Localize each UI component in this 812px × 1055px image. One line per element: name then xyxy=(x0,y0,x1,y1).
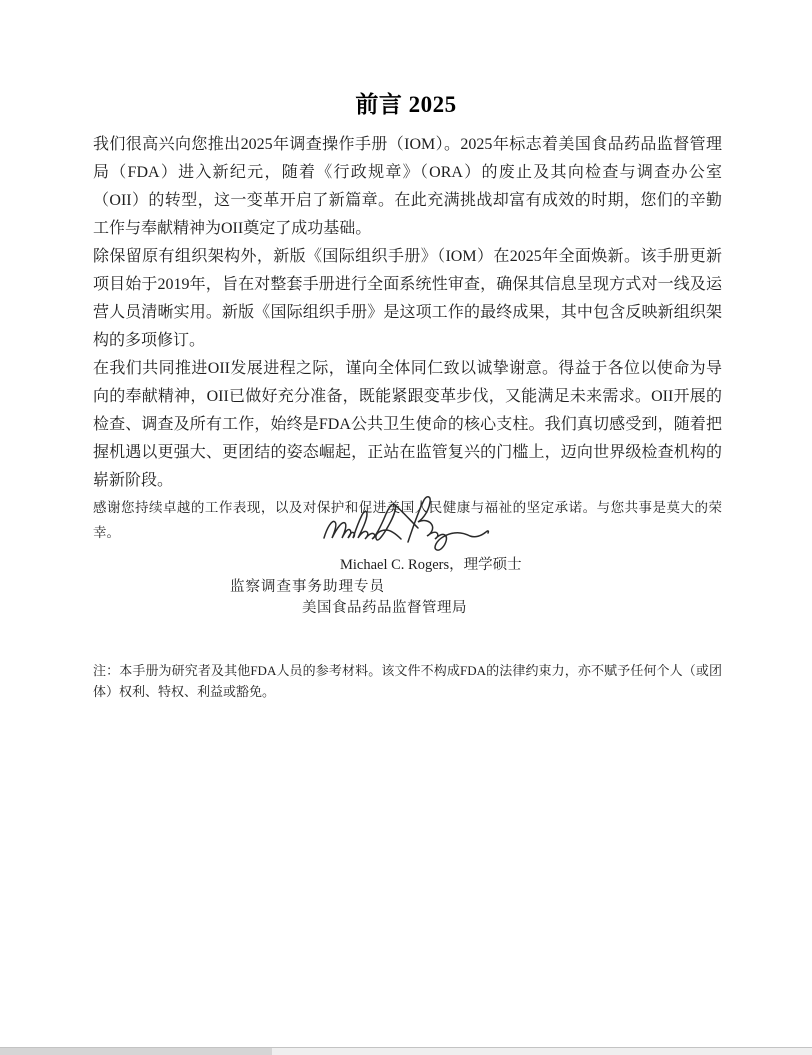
paragraph-thanks: 在我们共同推进OII发展进程之际，谨向全体同仁致以诚挚谢意。得益于各位以使命为导向的奉献精神，OII已做好充分准备，既能紧跟变革步伐，又能满足未来需求。OII开展的检查、调查及所有工作，始终是FDA公共卫生使命的核心支柱。我们真切感受到，随着把握机遇以更强大、更团结的姿态崛起，正站在监管复兴的门槛上，迈向世界级检查机构的崭新阶段。 xyxy=(93,360,722,489)
document-body xyxy=(93,131,722,545)
closing-remark: 感谢您持续卓越的工作表现，以及对保护和促进美国人民健康与福祉的坚定承诺。与您共事是莫大的荣幸。 xyxy=(93,500,722,540)
page-title: 前言 2025 xyxy=(355,92,457,117)
horizontal-scrollbar-thumb[interactable] xyxy=(0,1048,272,1055)
disclaimer-footnote: 注：本手册为研究者及其他FDA人员的参考材料。该文件不构成FDA的法律约束力，亦不赋予任何个人（或团体）权利、特权、利益或豁免。 xyxy=(93,663,722,699)
signatory-name: Michael C. Rogers，理学硕士 xyxy=(340,557,522,573)
signatory-organization: 美国食品药品监督管理局 xyxy=(302,600,467,616)
horizontal-scrollbar[interactable] xyxy=(0,1047,812,1055)
paragraph-manual-update: 除保留原有组织架构外，新版《国际组织手册》（IOM）在2025年全面焕新。该手册更新项目始于2019年，旨在对整套手册进行全面系统性审查，确保其信息呈现方式对一线及运营人员清晰实用。新版《国际组织手册》是这项工作的最终成果，其中包含反映新组织架构的多项修订。 xyxy=(93,248,722,349)
handwritten-signature-image xyxy=(320,491,496,553)
paragraph-intro: 我们很高兴向您推出2025年调查操作手册（IOM）。2025年标志着美国食品药品监督管理局（FDA）进入新纪元，随着《行政规章》（ORA）的废止及其向检查与调查办公室（OII）的转型，这一变革开启了新篇章。在此充满挑战却富有成效的时期，您们的辛勤工作与奉献精神为OII奠定了成功基础。 xyxy=(93,136,722,237)
signatory-title: 监察调查事务助理专员 xyxy=(230,579,385,595)
